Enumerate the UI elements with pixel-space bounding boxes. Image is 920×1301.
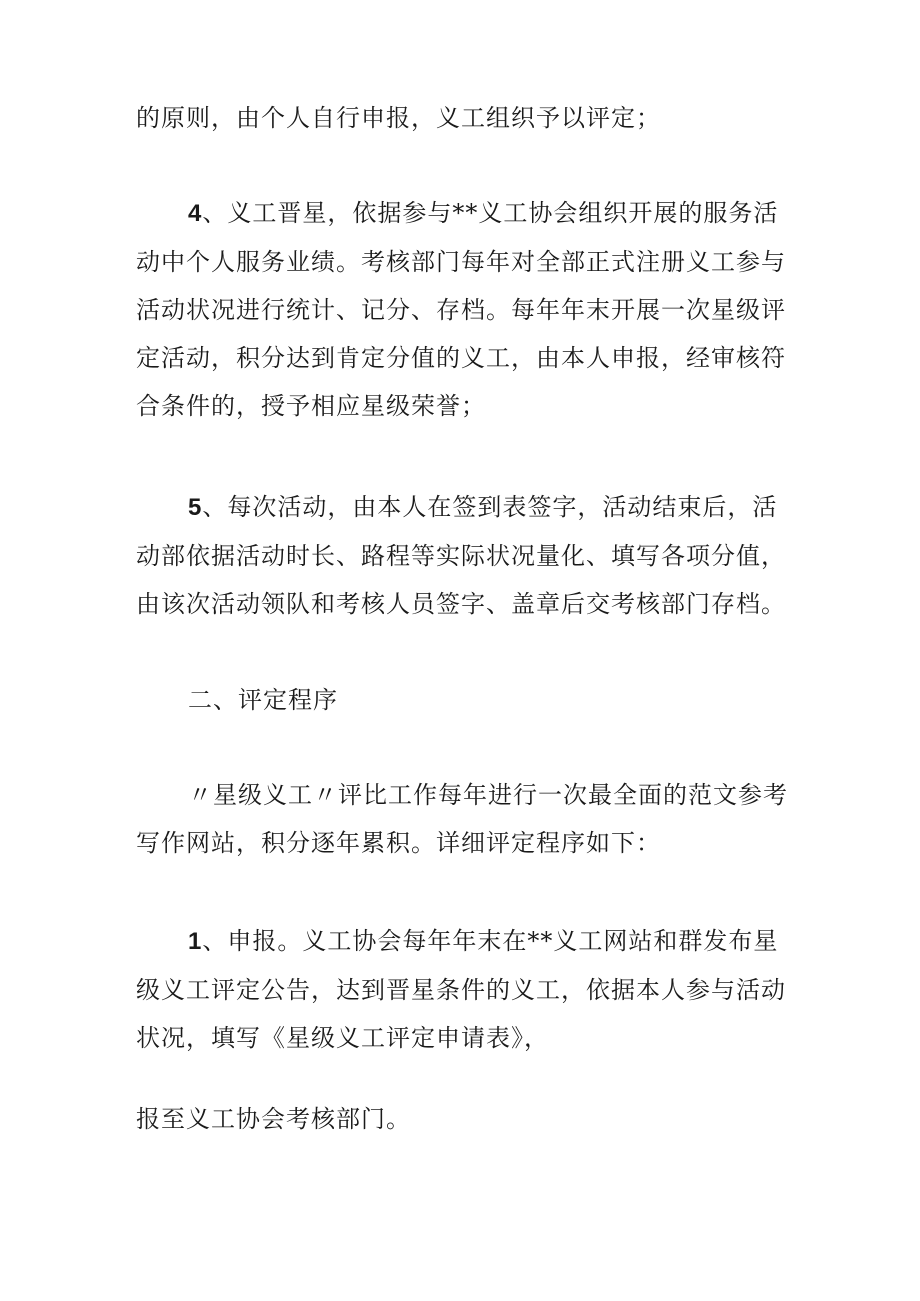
paragraph-continuation bbox=[136, 1095, 796, 1143]
item-number: 5 bbox=[188, 494, 203, 521]
paragraph-item-1 bbox=[136, 917, 796, 1062]
paragraph-intro bbox=[136, 771, 796, 867]
section-heading bbox=[136, 676, 796, 724]
paragraph-text: 的原则，由个人自行申报，义工组织予以评定； bbox=[136, 104, 661, 132]
item-number: 1 bbox=[188, 928, 203, 955]
paragraph-text: 、申报。义工协会每年年末在**义工网站和群发布星级义工评定公告，达到晋星条件的义工，依据本人参与活动状况，填写《星级义工评定申请表》， bbox=[136, 927, 786, 1052]
item-number: 4 bbox=[188, 200, 203, 227]
paragraph-text: 〃星级义工〃评比工作每年进行一次最全面的范文参考写作网站，积分逐年累积。详细评定程序如下： bbox=[136, 781, 788, 857]
heading-text: 二、评定程序 bbox=[188, 686, 338, 714]
paragraph-principle bbox=[136, 94, 796, 142]
paragraph-text: 、每次活动，由本人在签到表签字，活动结束后，活动部依据活动时长、路程等实际状况量化、填写各项分值，由该次活动领队和考核人员签字、盖章后交考核部门存档。 bbox=[136, 493, 786, 618]
paragraph-item-4 bbox=[136, 189, 796, 430]
paragraph-text: 、义工晋星，依据参与**义工协会组织开展的服务活动中个人服务业绩。考核部门每年对全部正式注册义工参与活动状况进行统计、记分、存档。每年年末开展一次星级评定活动，积分达到肯定分值的义工，由本人申报，经审核符合条件的，授予相应星级荣誉； bbox=[136, 199, 786, 420]
paragraph-item-5 bbox=[136, 483, 796, 628]
paragraph-text: 报至义工协会考核部门。 bbox=[136, 1105, 411, 1133]
